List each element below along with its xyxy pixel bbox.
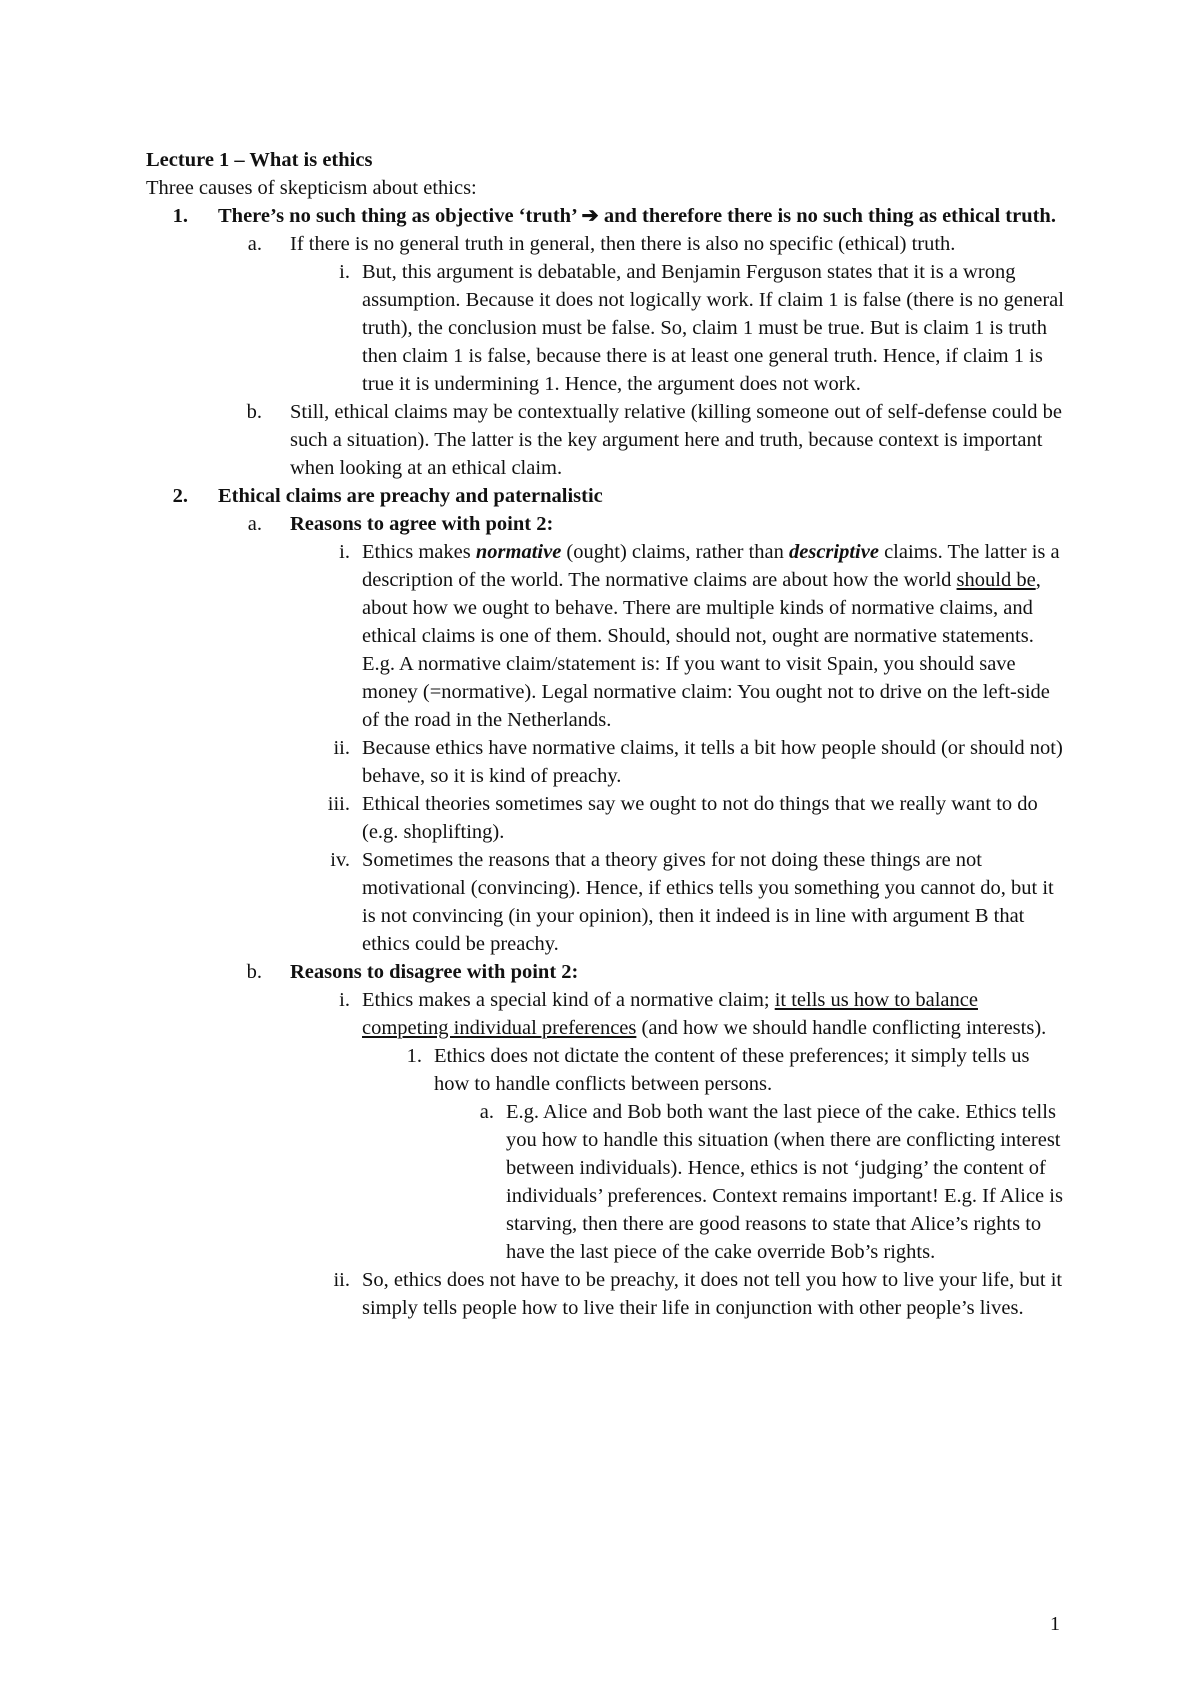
point-2b-i-marker: i. xyxy=(339,989,350,1011)
point-2b xyxy=(146,958,1066,986)
point-2a-iii-text: Ethical theories sometimes say we ought to not do things that we really want to do (e.g. shoplifting). xyxy=(362,793,1038,843)
descriptive-term: descriptive xyxy=(789,541,879,563)
point-2b-i-1-a-marker: a. xyxy=(479,1101,494,1123)
point-1b-marker: b. xyxy=(246,401,262,423)
point-2b-i-1-a xyxy=(146,1098,1066,1266)
point-2b-heading: Reasons to disagree with point 2: xyxy=(290,961,579,983)
point-1b xyxy=(146,398,1066,482)
point-2a xyxy=(146,510,1066,538)
point-1-text-b: and therefore there is no such thing as ethical truth. xyxy=(598,205,1056,227)
point-2a-iii xyxy=(146,790,1066,846)
point-1a-i xyxy=(146,258,1066,398)
point-2a-iv-marker: iv. xyxy=(330,849,350,871)
point-2a-ii-marker: ii. xyxy=(333,737,350,759)
point-2a-ii-text: Because ethics have normative claims, it tells a bit how people should (or should not) behave, so it is kind of preachy. xyxy=(362,737,1063,787)
intro-text: Three causes of skepticism about ethics: xyxy=(146,177,477,199)
normative-term: normative xyxy=(475,541,562,563)
point-1a-i-marker: i. xyxy=(339,261,350,283)
point-2 xyxy=(146,482,1066,510)
page-number: 1 xyxy=(1050,1613,1060,1635)
point-2b-ii-text: So, ethics does not have to be preachy, it does not tell you how to live your life, but it simply tells people how to live their life in conjunction with other people’s lives. xyxy=(362,1269,1063,1319)
point-1a-text: If there is no general truth in general, then there is also no specific (ethical) truth. xyxy=(290,233,956,255)
point-2a-i-t4: , about how we ought to behave. There are multiple kinds of normative claims, and ethical claims is one of them. Should, should not, ought are normative statements. E.g. A normative claim/statement is: If you want to visit Spain, you should save money (=normative). Legal normative claim: You ought not to drive on the left-side of the road in the Netherlands. xyxy=(362,569,1050,731)
point-2a-i-t3: claims. The latter is a description of the world. The normative claims are about how the world xyxy=(362,541,1060,591)
point-2a-iv xyxy=(146,846,1066,958)
point-1-text-a: There’s no such thing as objective ‘truth’ xyxy=(218,205,582,227)
page-content xyxy=(146,146,1066,1322)
point-2a-i xyxy=(146,538,1066,734)
point-1a-marker: a. xyxy=(247,233,262,255)
point-1a-i-text: But, this argument is debatable, and Benjamin Ferguson states that it is a wrong assumption. Because it does not logically work. If claim 1 is false (there is no general truth), the conclusion must be false. So, claim 1 must be true. But is claim 1 is truth then claim 1 is false, because there is at least one general truth. Hence, if claim 1 is true it is undermining 1. Hence, the argument does not work. xyxy=(362,261,1064,395)
point-2a-i-t1: Ethics makes xyxy=(362,541,476,563)
point-2-marker: 2. xyxy=(172,485,188,507)
point-2b-i-1-a-text: E.g. Alice and Bob both want the last piece of the cake. Ethics tells you how to handle this situation (when there are conflicting interest between individuals). Hence, ethics is not ‘judging’ the content of individuals’ preferences. Context remains important! E.g. If Alice is starving, then there are good reasons to state that Alice’s rights to have the last piece of the cake override Bob’s rights. xyxy=(506,1101,1063,1263)
point-2b-i-1-text: Ethics does not dictate the content of these preferences; it simply tells us how to handle conflicts between persons. xyxy=(434,1045,1030,1095)
point-2a-iii-marker: iii. xyxy=(327,793,350,815)
point-1-marker: 1. xyxy=(172,205,188,227)
point-2a-marker: a. xyxy=(247,513,262,535)
lecture-title: Lecture 1 – What is ethics xyxy=(146,149,373,171)
point-2a-ii xyxy=(146,734,1066,790)
point-2a-heading: Reasons to agree with point 2: xyxy=(290,513,554,535)
point-2b-i-1-marker: 1. xyxy=(406,1045,422,1067)
point-2b-i-t1: Ethics makes a special kind of a normative claim; xyxy=(362,989,775,1011)
balance-preferences-underlined: it tells us how to balance competing individual preferences xyxy=(362,989,978,1039)
point-2b-ii-marker: ii. xyxy=(333,1269,350,1291)
point-2b-marker: b. xyxy=(246,961,262,983)
point-1 xyxy=(146,202,1066,230)
point-1b-text: Still, ethical claims may be contextually relative (killing someone out of self-defense could be such a situation). The latter is the key argument here and truth, because context is important when looking at an ethical claim. xyxy=(290,401,1062,479)
point-2a-iv-text: Sometimes the reasons that a theory gives for not doing these things are not motivational (convincing). Hence, if ethics tells you something you cannot do, but it is not convincing (in your opinion), then it indeed is in line with argument B that ethics could be preachy. xyxy=(362,849,1054,955)
arrow-icon: ➔ xyxy=(581,205,599,227)
point-2a-i-t2: (ought) claims, rather than xyxy=(561,541,789,563)
should-be-underlined: should be xyxy=(956,569,1036,591)
point-2a-i-marker: i. xyxy=(339,541,350,563)
point-2b-i-1 xyxy=(146,1042,1066,1098)
point-2-text: Ethical claims are preachy and paternalistic xyxy=(218,485,603,507)
point-2b-i-t2: (and how we should handle conflicting interests). xyxy=(636,1017,1047,1039)
point-1a xyxy=(146,230,1066,258)
point-2b-i xyxy=(146,986,1066,1042)
point-2b-ii xyxy=(146,1266,1066,1322)
